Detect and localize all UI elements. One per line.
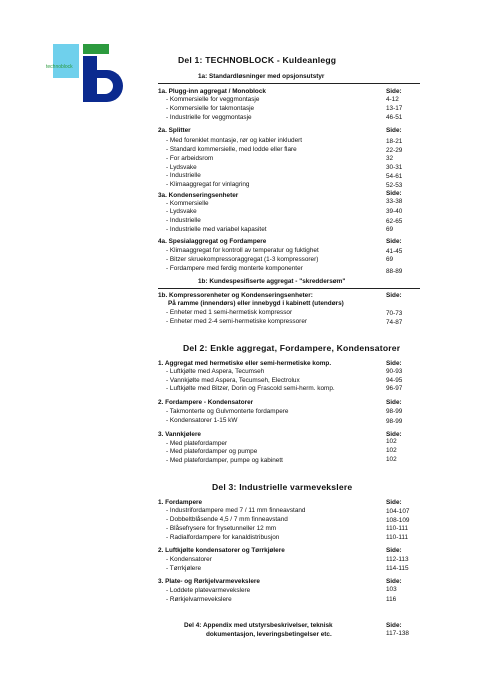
list-item: - Blåsefrysere for frysetunneller 12 mm (166, 525, 277, 532)
list-item: - Industrielle for veggmontasje (166, 114, 252, 121)
page-ref: 69 (386, 256, 394, 263)
page-ref: 96-97 (386, 385, 403, 392)
page-ref: 74-87 (386, 319, 403, 326)
page-ref: 108-109 (386, 517, 410, 524)
page-ref: 110-111 (386, 534, 409, 541)
del2-section-1-title: 1. Aggregat med hermetiske eller semi-hermetiske komp. (158, 360, 332, 367)
del3-title: Del 3: Industrielle varmevekslere (212, 482, 353, 492)
side-label: Side: (386, 360, 402, 367)
del3-section-2-title: 2. Luftkjølte kondensatorer og Tørrkjølere (158, 547, 285, 554)
list-item: - Enheter med 2-4 semi-hermetiske kompressorer (166, 318, 307, 325)
page-ref: 70-73 (386, 310, 403, 317)
del1-subtitle-1a: 1a: Standardløsninger med opsjonsutstyr (198, 73, 325, 80)
page-ref: 13-17 (386, 105, 403, 112)
side-label: Side: (386, 88, 402, 95)
list-item: - Vannkjølte med Aspera, Tecumseh, Electrolux (166, 377, 300, 384)
list-item: - Rørkjelvarmevekslere (166, 596, 232, 603)
page-ref: 102 (386, 447, 397, 454)
del3-section-3-title: 3. Plate- og Rørkjelvarmevekslere (158, 578, 260, 585)
del2-section-3-title: 3. Vannkjølere (158, 431, 201, 438)
del3-section-1-title: 1. Fordampere (158, 499, 203, 506)
list-item: - Med forenklet montasje, rør og kabler inkludert (166, 137, 303, 144)
list-item: - Klimaaggregat for kontroll av temperatur og fuktighet (166, 247, 319, 254)
logo-dark-stem (83, 56, 97, 102)
page-ref: 114-115 (386, 565, 409, 572)
page-ref: 18-21 (386, 138, 403, 145)
page-ref: 62-65 (386, 218, 403, 225)
technoblock-logo (25, 40, 135, 110)
page-ref: 52-53 (386, 182, 403, 189)
del4-subtitle: dokumentasjon, leveringsbetingelser etc. (206, 631, 332, 638)
list-item: - Takmonterte og Gulvmonterte fordampere (166, 408, 289, 415)
page-ref: 30-31 (386, 164, 403, 171)
list-item: - Kondensatorer (166, 556, 212, 563)
page-ref: 98-99 (386, 408, 403, 415)
side-label: Side: (386, 292, 402, 299)
page-ref: 88-89 (386, 268, 403, 275)
list-item: - Kondensatorer 1-15 kW (166, 417, 238, 424)
del4-title: Del 4: Appendix med utstyrsbeskrivelser, teknisk (184, 622, 333, 629)
logo-green-bar (83, 44, 109, 54)
list-item: - Med platefordamper og pumpe (166, 448, 258, 455)
page-ref: 39-40 (386, 208, 403, 215)
page-ref: 110-111 (386, 525, 409, 532)
page-ref: 41-45 (386, 248, 403, 255)
list-item: - Radialfordampere for kanaldistribusjon (166, 534, 280, 541)
side-label: Side: (386, 578, 402, 585)
page-ref: 33-38 (386, 198, 403, 205)
list-item: - Kommersielle for veggmontasje (166, 96, 260, 103)
list-item: - Bitzer skruekompressoraggregat (1-3 kompressorer) (166, 256, 319, 263)
page-ref: 90-93 (386, 368, 403, 375)
page-ref: 116 (386, 596, 397, 603)
list-item: - For arbeidsrom (166, 155, 214, 162)
list-item: - Loddete platevarmevekslere (166, 587, 251, 594)
list-item: - Standard kommersielle, med lodde eller flare (166, 146, 297, 153)
list-item: - Med platefordamper, pumpe og kabinett (166, 457, 283, 464)
section-1a-title: 1a. Plugg-inn aggregat / Monoblock (158, 88, 266, 95)
del1-title: Del 1: TECHNOBLOCK - Kuldeanlegg (178, 55, 337, 65)
side-label: Side: (386, 399, 402, 406)
page-ref: 117-138 (386, 630, 409, 637)
page-ref: 112-113 (386, 556, 409, 563)
page-ref: 32 (386, 155, 394, 162)
page-ref: 103 (386, 586, 397, 593)
page-ref: 54-61 (386, 173, 403, 180)
page-ref: 69 (386, 226, 394, 233)
logo-white-bowl (97, 78, 113, 94)
page-ref: 4-12 (386, 96, 399, 103)
list-item: - Med platefordamper (166, 440, 228, 447)
list-item: - Luftkjølte med Aspera, Tecumseh (166, 368, 265, 375)
list-item: - Kommersielle for takmontasje (166, 105, 255, 112)
section-3a-title: 3a. Kondenseringsenheter (158, 192, 239, 199)
list-item: - Enheter med 1 semi-hermetisk kompressor (166, 309, 293, 316)
list-item: - Lydsvake (166, 208, 197, 215)
logo-text: technoblock (46, 64, 73, 70)
page-ref: 102 (386, 456, 397, 463)
divider (158, 288, 420, 289)
list-item: - Tørrkjølere (166, 565, 202, 572)
del2-title: Del 2: Enkle aggregat, Fordampere, Kondensatorer (183, 343, 401, 353)
section-4a-title: 4a. Spesialaggregat og Fordampere (158, 238, 267, 245)
side-label: Side: (386, 127, 402, 134)
section-1b-title: 1b. Kompressorenheter og Kondenseringsenheter: (158, 292, 313, 299)
section-2a-title: 2a. Splitter (158, 127, 191, 134)
side-label: Side: (386, 622, 402, 629)
del2-section-2-title: 2. Fordampere - Kondensatorer (158, 399, 254, 406)
list-item: - Industrielle med variabel kapasitet (166, 226, 267, 233)
list-item: - Lydsvake (166, 164, 197, 171)
side-label: Side: (386, 190, 402, 197)
page-ref: 22-29 (386, 147, 403, 154)
del1-subtitle-1b: 1b: Kundespesifiserte aggregat - "skreddersøm" (198, 278, 346, 285)
page-ref: 94-95 (386, 377, 403, 384)
side-label: Side: (386, 499, 402, 506)
list-item: - Klimaaggregat for vinlagring (166, 181, 250, 188)
side-label: Side: (386, 431, 402, 438)
list-item: - Kommersielle (166, 200, 209, 207)
list-item: - Luftkjølte med Bitzer, Dorin og Frascold semi-herm. komp. (166, 385, 335, 392)
list-item: - Industrifordampere med 7 / 11 mm finneavstand (166, 507, 306, 514)
list-item: - Industrielle (166, 172, 201, 179)
list-item: - Dobbeltblåsende 4,5 / 7 mm finneavstand (166, 516, 288, 523)
list-item: - Industrielle (166, 217, 201, 224)
logo-light-block (53, 44, 79, 78)
page-ref: 98-99 (386, 418, 403, 425)
divider (158, 83, 420, 84)
side-label: Side: (386, 238, 402, 245)
side-label: Side: (386, 547, 402, 554)
page-ref: 102 (386, 438, 397, 445)
page-ref: 46-51 (386, 114, 403, 121)
section-1b-subtitle: På ramme (innendørs) eller innebygd i kabinett (utendørs) (168, 300, 344, 307)
list-item: - Fordampere med ferdig monterte komponenter (166, 265, 303, 272)
page-ref: 104-107 (386, 508, 410, 515)
